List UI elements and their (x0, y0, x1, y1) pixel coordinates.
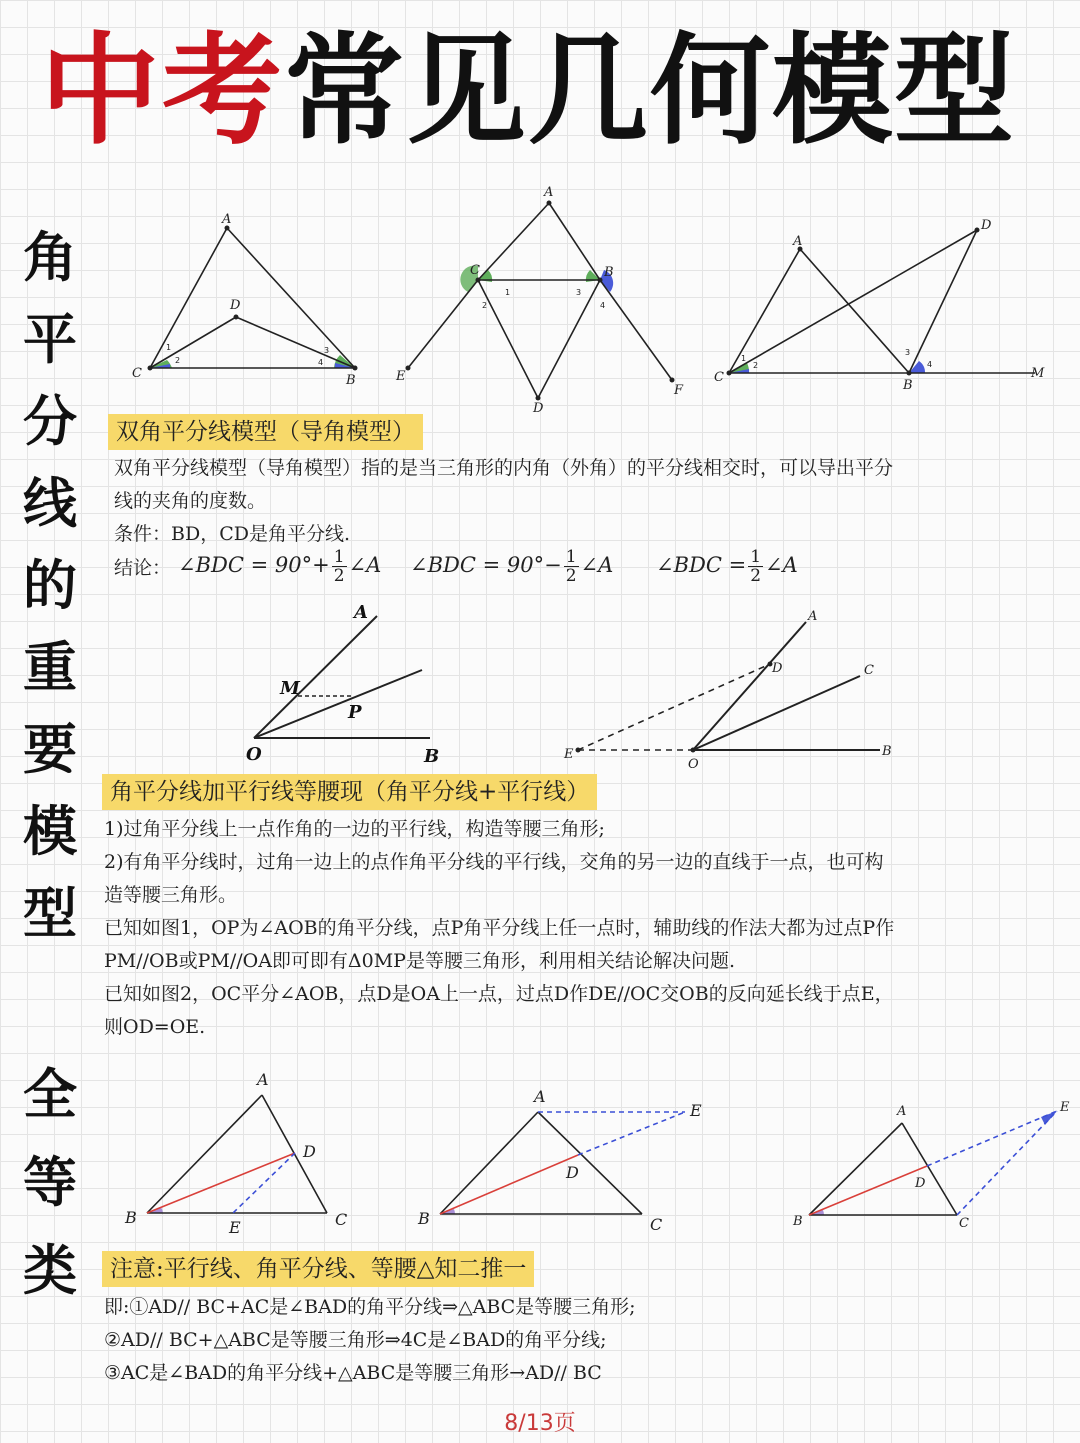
angle-label: 4 (600, 301, 606, 310)
angle-label: 3 (905, 348, 911, 357)
text-line: 已知如图2，OC平分∠AOB，点D是OA上一点，过点D作DE//OC交OB的反向延长线于点E， (104, 983, 894, 1005)
label-B: B (424, 746, 440, 767)
label-B: B (346, 373, 356, 388)
side-char: 全 (23, 1062, 77, 1126)
formula-angle: ∠A (765, 553, 798, 577)
label-D: D (230, 298, 241, 313)
side-char: 等 (23, 1150, 77, 1214)
label-A: A (257, 1070, 269, 1089)
figure-bisector-parallel-2 (560, 600, 900, 770)
section-heading-double-bisector: 双角平分线模型（导角模型） (108, 414, 423, 450)
label-D: D (303, 1142, 316, 1161)
text-line: 双角平分线模型（导角模型）指的是当三角形的内角（外角）的平分线相交时，可以导出平分 (114, 457, 894, 479)
angle-label: 1 (166, 343, 172, 352)
side-char: 角 (23, 225, 77, 289)
frac-num: 1 (333, 547, 345, 567)
label-B: B (418, 1209, 430, 1228)
angle-label: 1 (505, 288, 511, 297)
label-D: D (981, 218, 992, 233)
text-line: 条件：BD，CD是角平分线. (114, 523, 351, 545)
label-O: O (688, 757, 699, 772)
text-line: 2)有角平分线时，过角一边上的点作角平分线的平行线，交角的另一边的直线于一点，也可构 (104, 851, 884, 873)
label-B: B (793, 1214, 803, 1229)
label-D: D (566, 1163, 579, 1182)
figure-congruence-2 (410, 1080, 720, 1245)
side-char: 线 (23, 471, 77, 535)
text-line: ③AC是∠BAD的角平分线+△ABC是等腰三角形→AD// BC (104, 1362, 602, 1384)
label-C: C (335, 1210, 348, 1229)
figure-double-bisector-interior (120, 205, 380, 395)
frac-num: 1 (565, 547, 577, 567)
formula-3 (656, 548, 798, 585)
text-line: 线的夹角的度数。 (114, 490, 267, 512)
figure-congruence-3 (785, 1095, 1075, 1240)
angle-mark (1041, 1111, 1057, 1125)
frac-num: 1 (750, 547, 762, 567)
figure-congruence-1 (115, 1065, 365, 1245)
section2-text (104, 813, 894, 1044)
text-line: 则OD=OE. (104, 1016, 206, 1038)
label-D: D (915, 1176, 926, 1191)
title-red-part: 中考 (40, 22, 284, 161)
frac-den: 2 (565, 566, 577, 586)
label-A: A (534, 1087, 546, 1106)
side-char: 型 (23, 881, 77, 945)
label-A: A (222, 212, 232, 227)
label-C: C (470, 263, 480, 278)
side-title-congruence (20, 1050, 80, 1314)
formula-text: ∠BDC = 90°− (410, 553, 562, 577)
formula-1 (178, 548, 381, 585)
formula-text: ∠BDC = 90°+ (178, 553, 330, 577)
label-F: F (674, 383, 684, 398)
side-char: 重 (23, 635, 77, 699)
label-P: P (348, 702, 362, 723)
title-black-part: 常见几何模型 (284, 22, 1016, 161)
text-line: PM//OB或PM//OA即可即有Δ0MP是等腰三角形，利用相关结论解决问题. (104, 950, 736, 972)
formula-2 (410, 548, 613, 585)
angle-label: 3 (324, 346, 330, 355)
side-char: 平 (23, 307, 77, 371)
label-M: M (1031, 366, 1045, 381)
frac-den: 2 (750, 566, 762, 586)
label-C: C (714, 370, 724, 385)
label-M: M (280, 678, 300, 699)
label-E: E (1060, 1100, 1070, 1115)
text-line: ②AD// BC+△ABC是等腰三角形⇒4C是∠BAD的角平分线; (104, 1329, 607, 1351)
side-char: 分 (23, 389, 77, 453)
label-B: B (882, 744, 892, 759)
section1-text (114, 452, 893, 551)
side-char: 要 (23, 717, 77, 781)
angle-label: 4 (318, 358, 324, 367)
side-title-angle-bisector (20, 216, 80, 954)
text-line: 1)过角平分线上一点作角的一边的平行线，构造等腰三角形; (104, 818, 605, 840)
text-line: 造等腰三角形。 (104, 884, 238, 906)
side-char: 类 (23, 1238, 77, 1302)
side-char: 的 (23, 553, 77, 617)
text-line: 即:①AD// BC+AC是∠BAD的角平分线⇒△ABC是等腰三角形; (104, 1296, 636, 1318)
page-indicator: 8/13页 (504, 1411, 576, 1436)
label-C: C (959, 1216, 969, 1231)
label-C: C (864, 663, 874, 678)
figure-interior-exterior-bisector (705, 215, 1055, 395)
label-E: E (229, 1218, 241, 1237)
label-B: B (125, 1208, 137, 1227)
formula-angle: ∠A (580, 553, 614, 577)
frac-den: 2 (333, 566, 345, 586)
conclusion-label: 结论： (114, 557, 172, 579)
angle-label: 2 (175, 356, 181, 365)
page-title (40, 22, 1050, 162)
label-O: O (246, 744, 262, 765)
label-A: A (897, 1104, 907, 1119)
angle-label: 3 (576, 288, 582, 297)
formula-text: ∠BDC = (656, 553, 747, 577)
side-char: 模 (23, 799, 77, 863)
figure-bisector-parallel-1 (240, 600, 470, 770)
label-C: C (650, 1215, 663, 1234)
text-line: 已知如图1，OP为∠AOB的角平分线，点P角平分线上任一点时，辅助线的作法大都为过点P作 (104, 917, 895, 939)
figure-double-bisector-exterior (390, 180, 690, 420)
angle-label: 2 (482, 301, 488, 310)
label-A: A (544, 185, 554, 200)
label-B: B (903, 378, 913, 393)
angle-label: 1 (741, 354, 747, 363)
label-E: E (396, 369, 406, 384)
section3-text (104, 1291, 636, 1390)
label-E: E (690, 1101, 702, 1120)
label-C: C (132, 366, 142, 381)
section-heading-bisector-parallel: 角平分线加平行线等腰现（角平分线+平行线） (102, 774, 597, 810)
label-D: D (533, 401, 544, 416)
label-A: A (808, 609, 818, 624)
label-A: A (354, 602, 368, 623)
angle-label: 4 (927, 360, 933, 369)
section-heading-note: 注意:平行线、角平分线、等腰△知二推一 (102, 1251, 534, 1287)
label-B: B (604, 265, 614, 280)
label-A: A (793, 234, 803, 249)
angle-label: 2 (753, 361, 759, 370)
label-E: E (564, 747, 574, 762)
label-D: D (772, 661, 783, 676)
formula-angle: ∠A (348, 553, 382, 577)
